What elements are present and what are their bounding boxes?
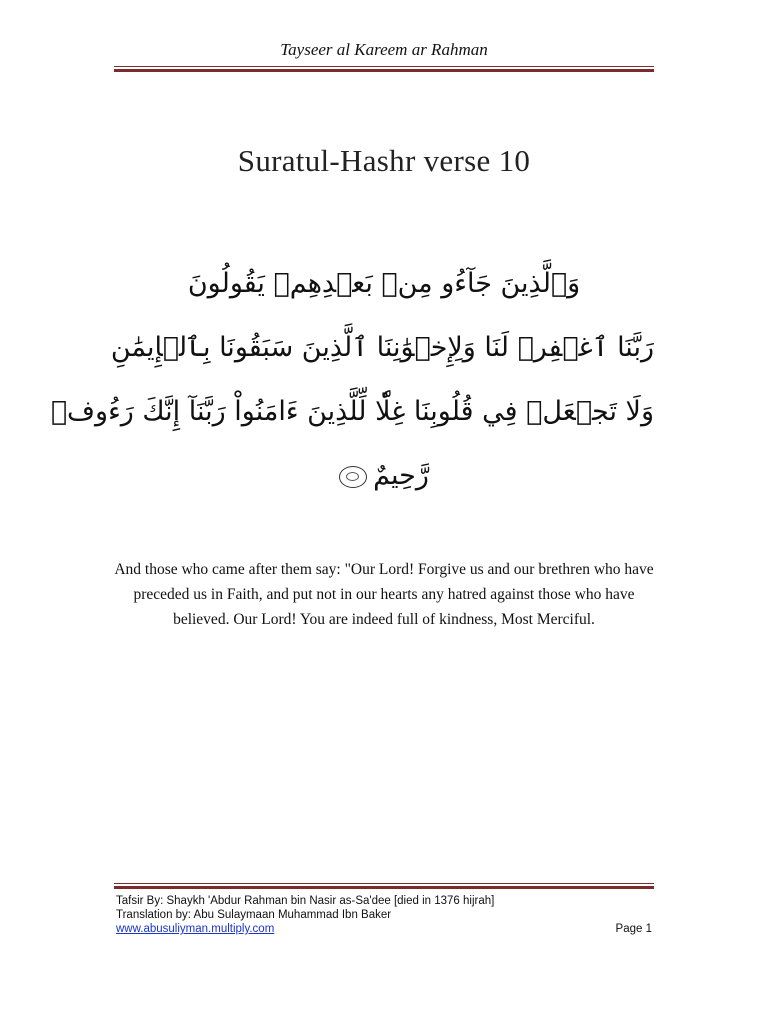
footer-rule (114, 883, 654, 889)
footer-bottom-row (116, 922, 652, 936)
arabic-line-3: وَلَا تَجۡعَلۡ فِي قُلُوبِنَا غِلّٗا لِّلَّذِينَ ءَامَنُواْ رَبَّنَآ إِنَّكَ رَءُوفٞ (50, 396, 654, 427)
ayah-end-icon (339, 466, 367, 488)
arabic-line-2: رَبَّنَا ٱغۡفِرۡ لَنَا وَلِإِخۡوَٰنِنَا ٱلَّذِينَ سَبَقُونَا بِٱلۡإِيمَٰنِ (110, 332, 654, 363)
header-rule-thick (114, 69, 654, 72)
book-title: Tayseer al Kareem ar Rahman (280, 40, 488, 59)
verse-title: Suratul-Hashr verse 10 (237, 143, 531, 178)
arabic-line-4-text: رَّحِيمٌ (373, 460, 429, 491)
translation-credit: Translation by: Abu Sulaymaan Muhammad Ibn Baker (116, 909, 392, 921)
page-footer (116, 894, 652, 936)
arabic-line-1: وَٱلَّذِينَ جَآءُو مِنۢ بَعۡدِهِمۡ يَقُولُونَ (187, 268, 581, 299)
tafsir-credit: Tafsir By: Shaykh 'Abdur Rahman bin Nasir as-Sa'dee [died in 1376 hijrah] (116, 895, 495, 907)
header-rule (114, 66, 654, 72)
footer-rule-thin (114, 883, 654, 884)
arabic-verse (50, 252, 654, 508)
header-rule-thin (114, 66, 654, 67)
footer-rule-thick (114, 886, 654, 889)
website-link[interactable]: www.abusuliyman.multiply.com (116, 923, 275, 935)
page-number: Page 1 (615, 923, 652, 935)
arabic-line-4 (114, 444, 654, 508)
english-translation: And those who came after them say: "Our Lord! Forgive us and our brethren who have preceded us in Faith, and put not in our hearts any hatred against those who have believed. Our Lord! You are indeed full of kindness, Most Merciful. (114, 561, 654, 628)
